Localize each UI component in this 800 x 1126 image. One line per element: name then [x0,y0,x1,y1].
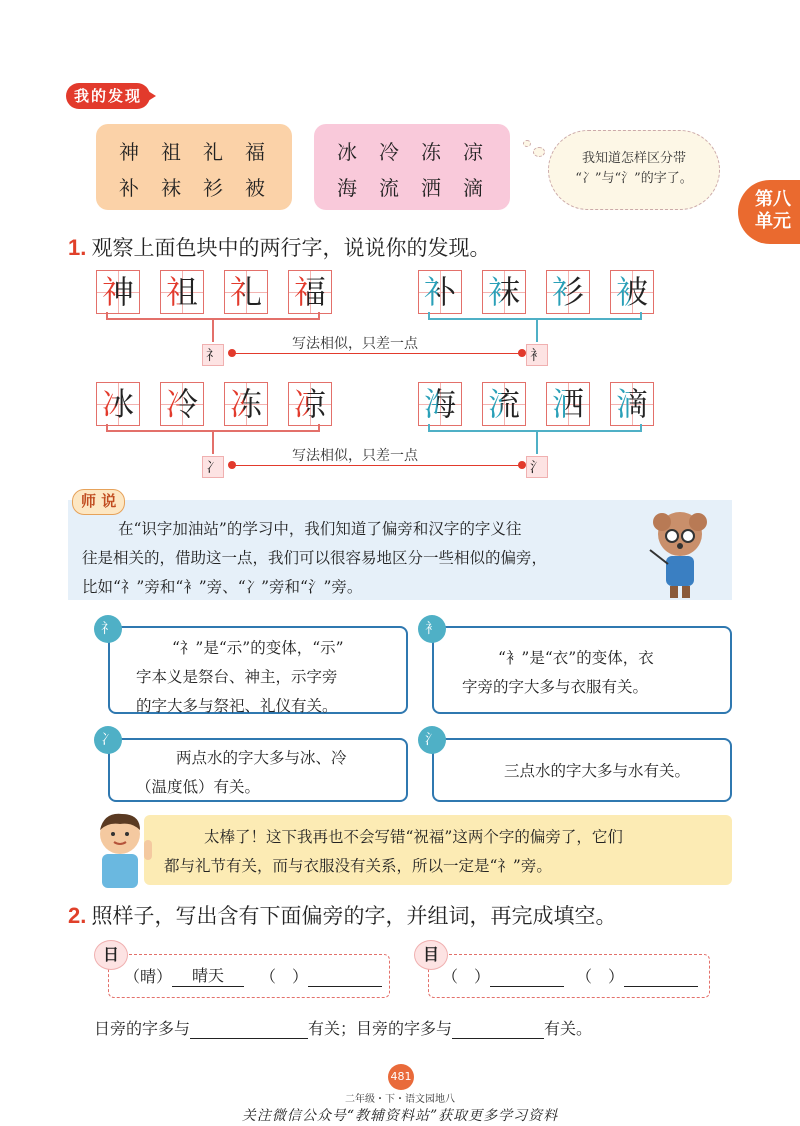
card-line: “礻”是“示”的变体，“示” [172,639,344,657]
card-line: 的字大多与祭祀、礼仪有关。 [136,697,338,715]
grid-char: 被 [615,273,648,311]
pink-char-box [314,124,510,210]
bubble-text: 我知道怎样区分带 [581,151,686,166]
grid-char: 冷 [165,385,198,423]
thought-bubble [548,130,720,210]
fill-sentence [94,1016,592,1039]
char-grid [96,270,140,314]
radical-box: 衤 [526,344,548,366]
card-bing [108,738,408,802]
sentence-part: 有关；目旁的字多与 [308,1019,453,1038]
char: 袜 [161,176,181,200]
example-word: 晴天 [172,966,244,987]
word-blank[interactable] [624,966,698,987]
thought-dot [533,147,545,157]
char-grid [96,382,140,426]
char-grid [224,270,268,314]
char-grid [288,270,332,314]
question-2 [68,900,616,930]
sentence-part: 日旁的字多与 [94,1019,191,1038]
char-grid [546,382,590,426]
card-icon: 氵 [418,726,446,754]
question-number: 2. [68,903,87,928]
char: 滴 [463,176,483,200]
char-grid [418,382,462,426]
card-line: 三点水的字大多与水有关。 [504,762,691,780]
grid-row-shui [418,382,654,426]
word-blank[interactable] [490,966,564,987]
question-text: 照样子，写出含有下面偏旁的字，并组词，再完成填空。 [91,904,617,928]
unit-tab-line: 单元 [755,211,791,232]
card-icon: 礻 [94,615,122,643]
card-shi [108,626,408,714]
radical-box: 氵 [526,456,548,478]
teacher-line: 比如“礻”旁和“衤”旁、“冫”旁和“氵”旁。 [82,578,363,596]
card-icon: 衤 [418,615,446,643]
teacher-text [82,515,642,602]
sentence-part: 有关。 [544,1019,593,1038]
char-grid [482,382,526,426]
unit-tab-line: 第八 [755,189,791,210]
grid-char: 福 [293,273,326,311]
dog-teacher-illustration [640,508,720,600]
line-dot [228,461,236,469]
char: 洒 [421,176,441,200]
grid-char: 补 [423,273,456,311]
sentence-blank[interactable] [190,1018,308,1039]
line-dot [518,461,526,469]
radical-box: 礻 [202,344,224,366]
orange-char-box [96,124,292,210]
grid-char: 衫 [551,273,584,311]
grid-char: 凉 [293,385,326,423]
boy-line: 太棒了！这下我再也不会写错“祝福”这两个字的偏旁了，它们 [204,828,623,846]
char: 补 [119,176,139,200]
card-line: “衤”是“衣”的变体，衣 [498,649,654,667]
char: 礼 [203,140,223,164]
grid-char: 海 [423,385,456,423]
grid-char: 冰 [101,385,134,423]
section-title-tag: 我的发现 [66,83,150,109]
radical-tag: 目 [414,940,448,970]
card-yi [432,626,732,714]
blank-paren[interactable]: （ ） [576,967,625,986]
grid-char: 滴 [615,385,648,423]
unit-tab [738,180,800,244]
card-icon: 冫 [94,726,122,754]
char: 冰 [337,140,357,164]
similar-note: 写法相似，只差一点 [286,445,424,465]
char-grid [288,382,332,426]
char: 海 [337,176,357,200]
word-blank[interactable] [308,966,382,987]
grid-row-bing [96,382,332,426]
char: 衫 [203,176,223,200]
grid-char: 冻 [229,385,262,423]
char-grid [224,382,268,426]
grid-char: 流 [487,385,520,423]
char: 冻 [421,140,441,164]
page-number: 481 [388,1064,414,1090]
char-grid [418,270,462,314]
book-label: 二年级・下・语文园地八 [345,1094,455,1105]
grid-char: 礼 [229,273,262,311]
blank-row [442,964,698,987]
bubble-text: “冫”与“氵”的字了。 [575,171,693,186]
sentence-blank[interactable] [452,1018,544,1039]
teacher-line: 往是相关的，借助这一点，我们可以很容易地区分一些相似的偏旁， [82,549,548,567]
blank-paren[interactable]: （ ） [260,967,309,986]
question-number: 1. [68,235,87,260]
char-grid [160,270,204,314]
watermark-note: 关注微信公众号“教辅资料站”获取更多学习资料 [241,1108,559,1124]
card-line: （温度低）有关。 [136,778,261,796]
bracket [428,430,642,432]
teacher-line: 在“识字加油站”的学习中，我们知道了偏旁和汉字的字义往 [118,520,522,538]
char: 凉 [463,140,483,164]
char: 福 [245,140,265,164]
card-line: 字旁的字大多与衣服有关。 [462,678,649,696]
boy-line: 都与礼节有关，而与衣服没有关系，所以一定是“礻”旁。 [164,857,552,875]
char-grid [610,382,654,426]
grid-char: 神 [101,273,134,311]
grid-char: 祖 [165,273,198,311]
example-char: （晴） [124,967,173,986]
line-dot [518,349,526,357]
radical-tag: 日 [94,940,128,970]
line-dot [228,349,236,357]
char-grid [546,270,590,314]
bracket [428,318,642,320]
teacher-says-tag: 师 说 [72,489,125,515]
blank-paren[interactable]: （ ） [442,967,491,986]
card-shui [432,738,732,802]
boy-text [164,823,724,881]
thought-dot [523,140,531,147]
radical-box: 冫 [202,456,224,478]
similar-note: 写法相似，只差一点 [286,333,424,353]
char: 祖 [161,140,181,164]
boy-illustration [84,806,164,892]
compare-line [232,465,522,466]
char: 神 [119,140,139,164]
compare-line [232,353,522,354]
char: 冷 [379,140,399,164]
card-line: 字本义是祭台、神主，示字旁 [136,668,338,686]
question-1 [68,232,490,262]
grid-row-yi [418,270,654,314]
char: 流 [379,176,399,200]
question-text: 观察上面色块中的两行字，说说你的发现。 [91,236,491,260]
char-grid [610,270,654,314]
example-row [124,964,382,987]
char-grid [160,382,204,426]
grid-row-shi [96,270,332,314]
grid-char: 袜 [487,273,520,311]
grid-char: 洒 [551,385,584,423]
char: 被 [245,176,265,200]
char-grid [482,270,526,314]
card-line: 两点水的字大多与冰、冷 [176,749,347,767]
